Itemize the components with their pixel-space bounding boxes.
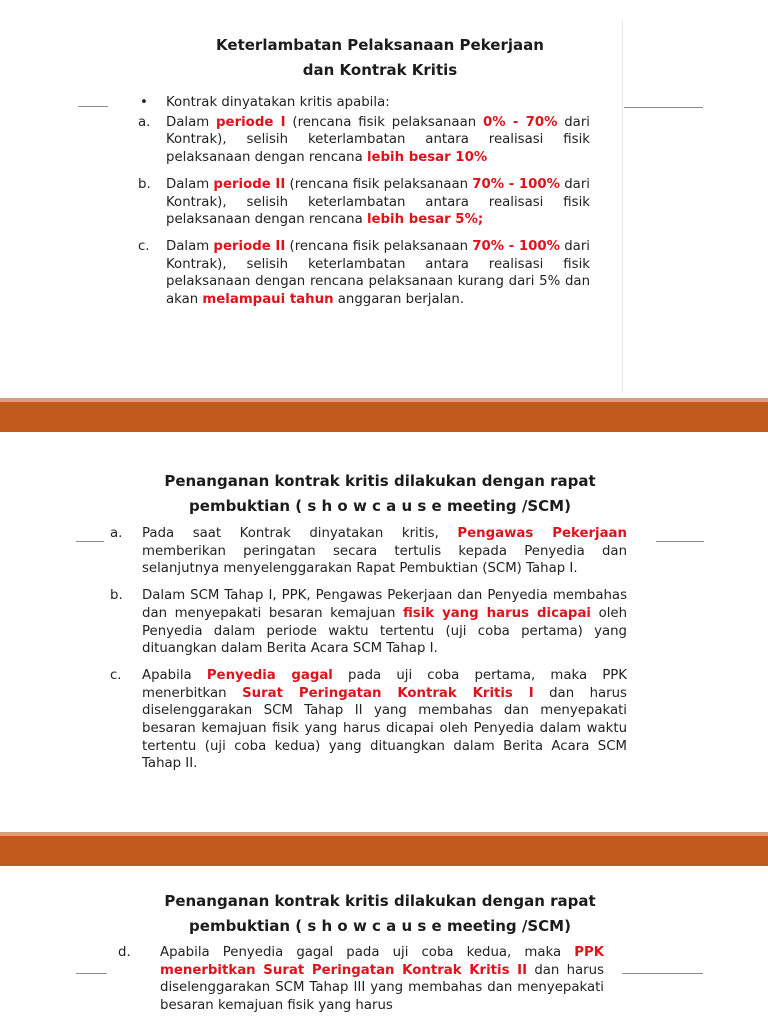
body-text: Pada saat Kontrak dinyatakan kritis, [142,526,458,541]
list-marker: b. [138,176,151,192]
scm-steps-list-continued [118,944,604,1024]
list-marker: d. [118,945,131,960]
scm-steps-items [110,525,627,773]
body-text: (rencana fisik pelaksanaan [285,114,483,130]
highlighted-text: 0% - 70% [483,114,558,130]
highlighted-text: fisik yang harus dicapai [402,605,591,621]
left-rule [76,973,107,974]
body-text: Apabila [142,667,207,683]
list-item-text [160,944,604,1015]
right-rule [624,107,703,108]
highlighted-text: Surat Peringatan Kontrak Kritis I [242,685,534,701]
slide-title-line: Keterlambatan Pelaksanaan Pekerjaan [216,36,544,54]
scm-steps-list [110,525,627,782]
list-marker: c. [138,238,150,254]
highlighted-text: PPK menerbitkan Surat Peringatan Kontrak Kritis II [160,945,604,978]
body-text: dari Kontrak), selisih keterlambatan antara realisasi fisik pelaksanaan dengan rencana [166,114,590,166]
highlighted-text: periode I [216,114,286,130]
slide-title [100,889,660,939]
list-item [110,587,627,658]
slide-critical-contract-criteria [0,0,768,400]
slide-separator-band [0,402,768,432]
slide-title [100,469,660,519]
body-text: dari Kontrak), selisih keterlambatan antara realisasi fisik pelaksanaan dengan rencana [166,176,590,228]
highlighted-text: lebih besar 10% [366,150,488,166]
highlighted-text: Pengawas Pekerjaan [457,526,627,541]
right-rule [622,973,703,974]
highlighted-text: periode II [213,176,286,192]
slide-title-line: Penanganan kontrak kritis dilakukan dengan rapat [164,472,596,490]
list-marker: a. [138,114,151,130]
list-marker: b. [110,588,123,604]
slide-title [100,33,660,83]
body-text: anggaran berjalan. [333,292,465,308]
slide-separator-band [0,836,768,866]
highlighted-text: melampaui tahun [202,292,334,308]
body-text: memberikan peringatan secara tertulis kepada Penyedia dan selanjutnya menyelenggarakan Rapat Pembuktian (SCM) Tahap I. [142,543,627,577]
slide-title-line: pembuktian ( s h o w c a u s e meeting /SCM) [189,917,571,935]
list-item [138,176,590,229]
right-rule [656,541,704,542]
body-text: oleh Penyedia dalam periode waktu tertentu (uji coba pertama) yang dituangkan dalam Berita Acara SCM Tahap I. [142,605,628,657]
list-item-text [142,667,627,773]
body-text: pada uji coba pertama, maka PPK menerbitkan [142,667,628,701]
body-text: Dalam [166,176,214,192]
body-text: dan harus diselenggarakan SCM Tahap III yang membahas dan menyepakati besaran kemajuan fisik yang harus [160,962,604,1014]
scm-steps-items [118,944,604,1015]
body-text: Dalam SCM Tahap I, PPK, Pengawas Pekerjaan dan Penyedia membahas dan menyepakati besaran kemajuan [142,588,627,621]
highlighted-text: periode II [213,238,286,254]
body-text: (rencana fisik pelaksanaan [285,238,473,254]
highlighted-text: 70% - 100% [472,238,560,254]
list-item-text [166,114,590,167]
list-item [138,238,590,309]
list-item-text [142,525,627,578]
list-item [110,667,627,773]
body-text: Apabila Penyedia gagal pada uji coba kedua, maka [160,945,575,960]
body-text: dari Kontrak), selisih keterlambatan antara realisasi fisik pelaksanaan dengan rencana pelaksanaan kurang dari 5% dan akan [166,238,590,308]
list-marker: c. [110,667,122,683]
criteria-list [138,94,590,318]
body-text: Dalam [166,114,217,130]
intro-text: Kontrak dinyatakan kritis apabila: [166,95,390,110]
slide-title-line: dan Kontrak Kritis [302,61,458,79]
highlighted-text: lebih besar 5%; [366,212,484,228]
body-text: (rencana fisik pelaksanaan [285,176,473,192]
list-item [110,525,627,578]
left-rule [76,541,104,542]
list-item-text [142,587,627,658]
body-text: Dalam [166,238,214,254]
slide-title-line: Penanganan kontrak kritis dilakukan dengan rapat [164,892,596,910]
bullet-icon: • [140,95,148,110]
left-rule [78,106,108,107]
list-marker: a. [110,526,123,541]
criteria-items [138,114,590,309]
intro-bullet-row [138,94,590,112]
list-item [138,114,590,167]
body-text: dan harus diselenggarakan SCM Tahap II yang membahas dan menyepakati besaran kemajuan fisik yang harus dicapai oleh Penyedia dalam waktu tertentu (uji coba kedua) yang dituangkan dalam Berita Acara SCM Tahap II. [142,685,627,772]
list-item [118,944,604,1015]
highlighted-text: Penyedia gagal [206,667,333,683]
slide-title-line: pembuktian ( s h o w c a u s e meeting /SCM) [189,497,571,515]
highlighted-text: 70% - 100% [472,176,560,192]
list-item-text [166,176,590,229]
list-item-text [166,238,590,309]
